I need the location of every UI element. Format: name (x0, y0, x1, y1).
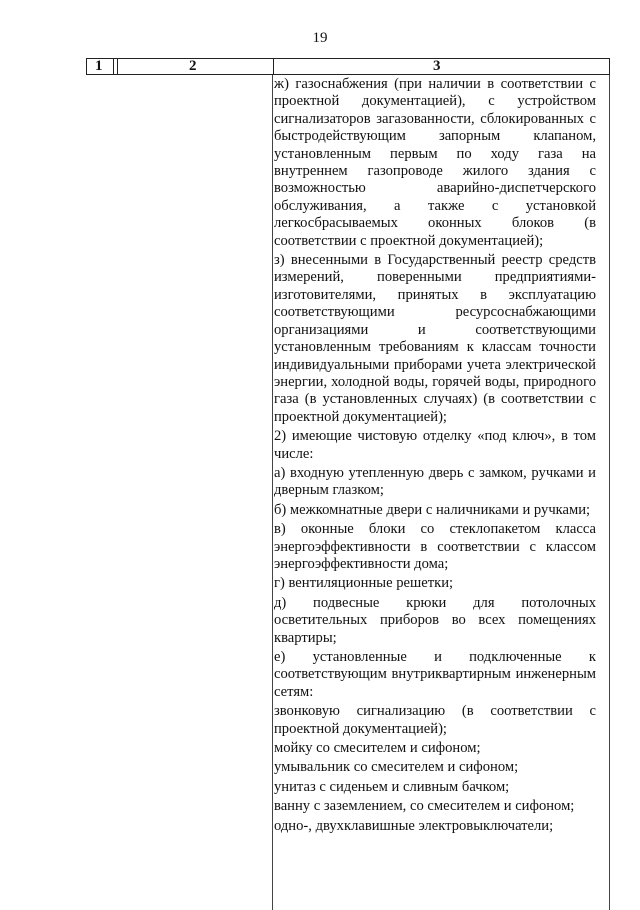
column-border-line (609, 75, 610, 910)
paragraph-toilet: унитаз с сиденьем и сливным бачком; (274, 778, 510, 795)
column-divider (117, 59, 118, 74)
page-number: 19 (312, 30, 328, 46)
paragraph-ceiling-hooks: д) подвесные крюки для потолочных осветительных приборов во всех помещениях квартиры; (274, 594, 596, 646)
paragraph-switches: одно-, двухклавишные электровыключатели; (274, 817, 554, 834)
column-header-1: 1 (95, 58, 103, 74)
column-header-2: 2 (189, 58, 197, 74)
paragraph-installed-equipment: е) установленные и подключенные к соответствующим внутриквартирным инженерным сетям: (274, 649, 596, 700)
paragraph-bathtub: ванну с заземлением, со смесителем и сифоном; (274, 798, 575, 815)
column-3-text (274, 76, 596, 835)
paragraph-doorbell: звонковую сигнализацию (в соответствии с проектной документацией); (274, 703, 596, 737)
paragraph-gas-supply: ж) газоснабжения (при наличии в соответствии с проектной документацией), с устройством сигнализаторов загазованности, сблокированных с быстродействующим запорным клапаном, установленным первым по ходу газа на внутреннем газопроводе жилого здания с возможностью аварийно-диспетчерского обслуживания, а также с установкой легкосбрасываемых оконных блоков (в соответствии с проектной документацией); (274, 76, 596, 249)
table-header-row (86, 58, 610, 75)
column-divider (273, 59, 274, 74)
paragraph-meters: з) внесенными в Государственный реестр средств измерений, поверенными предприятиями-изготовителями, принятых в эксплуатацию соответствующими ресурсоснабжающими организациями и соответствующими установленным требованиям к классам точности индивидуальными приборами учета электрической энергии, холодной воды, горячей воды, природного газа (в установленных случаях) (в соответствии с проектной документацией); (274, 252, 596, 425)
paragraph-washbasin: умывальник со смесителем и сифоном; (274, 759, 519, 776)
paragraph-finishing: 2) имеющие чистовую отделку «под ключ», в том числе: (274, 428, 596, 462)
paragraph-windows: в) оконные блоки со стеклопакетом класса энергоэффективности в соответствии с классом энергоэффективности дома; (274, 521, 596, 572)
column-header-3: 3 (433, 58, 441, 74)
paragraph-sink: мойку со смесителем и сифоном; (274, 740, 481, 757)
paragraph-interior-doors: б) межкомнатные двери с наличниками и ручками; (274, 501, 591, 518)
column-border-line (272, 75, 273, 910)
paragraph-vent-grilles: г) вентиляционные решетки; (274, 575, 454, 592)
paragraph-entrance-door: а) входную утепленную дверь с замком, ручками и дверным глазком; (274, 464, 596, 499)
column-divider (113, 59, 114, 74)
